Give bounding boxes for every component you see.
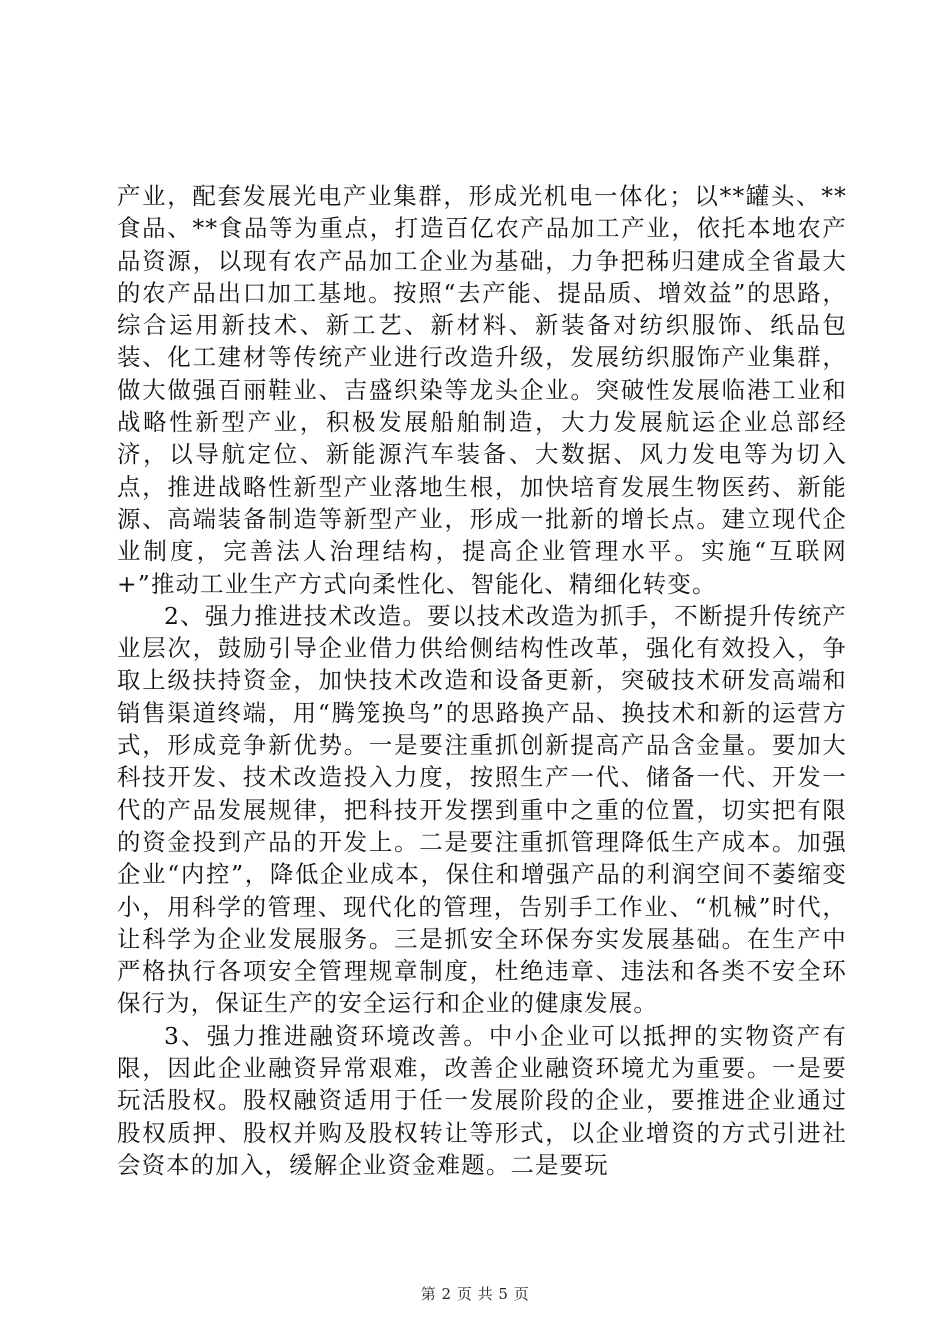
document-body [117, 180, 847, 1181]
paragraph-technical-transformation: 2、强力推进技术改造。要以技术改造为抓手，不断提升传统产业层次，鼓励引导企业借力供给侧结构性改革，强化有效投入，争取上级扶持资金，加快技术改造和设备更新，突破技术研发高端和销售渠道终端，用“腾笼换鸟”的思路换产品、换技术和新的运营方式，形成竞争新优势。一是要注重抓创新提高产品含金量。要加大科技开发、技术改造投入力度，按照生产一代、储备一代、开发一代的产品发展规律，把科技开发摆到重中之重的位置，切实把有限的资金投到产品的开发上。二是要注重抓管理降低生产成本。加强企业“内控”，降低企业成本，保住和增强产品的利润空间不萎缩变小，用科学的管理、现代化的管理，告别手工作业、“机械”时代，让科学为企业发展服务。三是抓安全环保夯实发展基础。在生产中严格执行各项安全管理规章制度，杜绝违章、违法和各类不安全环保行为，保证生产的安全运行和企业的健康发展。 [117, 601, 847, 1018]
paragraph-financing-environment: 3、强力推进融资环境改善。中小企业可以抵押的实物资产有限，因此企业融资异常艰难，改善企业融资环境尤为重要。一是要玩活股权。股权融资适用于任一发展阶段的企业，要推进企业通过股权质押、股权并购及股权转让等形式，以企业增资的方式引进社会资本的加入，缓解企业资金难题。二是要玩 [117, 1021, 847, 1179]
page-number-footer: 第 2 页 共 5 页 [420, 1285, 530, 1303]
paragraph-continuation: 产业，配套发展光电产业集群，形成光机电一体化；以**罐头、**食品、**食品等为重点，打造百亿农产品加工产业，依托本地农产品资源，以现有农产品加工企业为基础，力争把秭归建成全省最大的农产品出口加工基地。按照“去产能、提品质、增效益”的思路，综合运用新技术、新工艺、新材料、新装备对纺织服饰、纸品包装、化工建材等传统产业进行改造升级，发展纺织服饰产业集群，做大做强百丽鞋业、吉盛织染等龙头企业。突破性发展临港工业和战略性新型产业，积极发展船舶制造，大力发展航运企业总部经济，以导航定位、新能源汽车装备、大数据、风力发电等为切入点，推进战略性新型产业落地生根，加快培育发展生物医药、新能源、高端装备制造等新型产业，形成一批新的增长点。建立现代企业制度，完善法人治理结构，提高企业管理水平。实施“互联网+”推动工业生产方式向柔性化、智能化、精细化转变。 [117, 182, 847, 598]
